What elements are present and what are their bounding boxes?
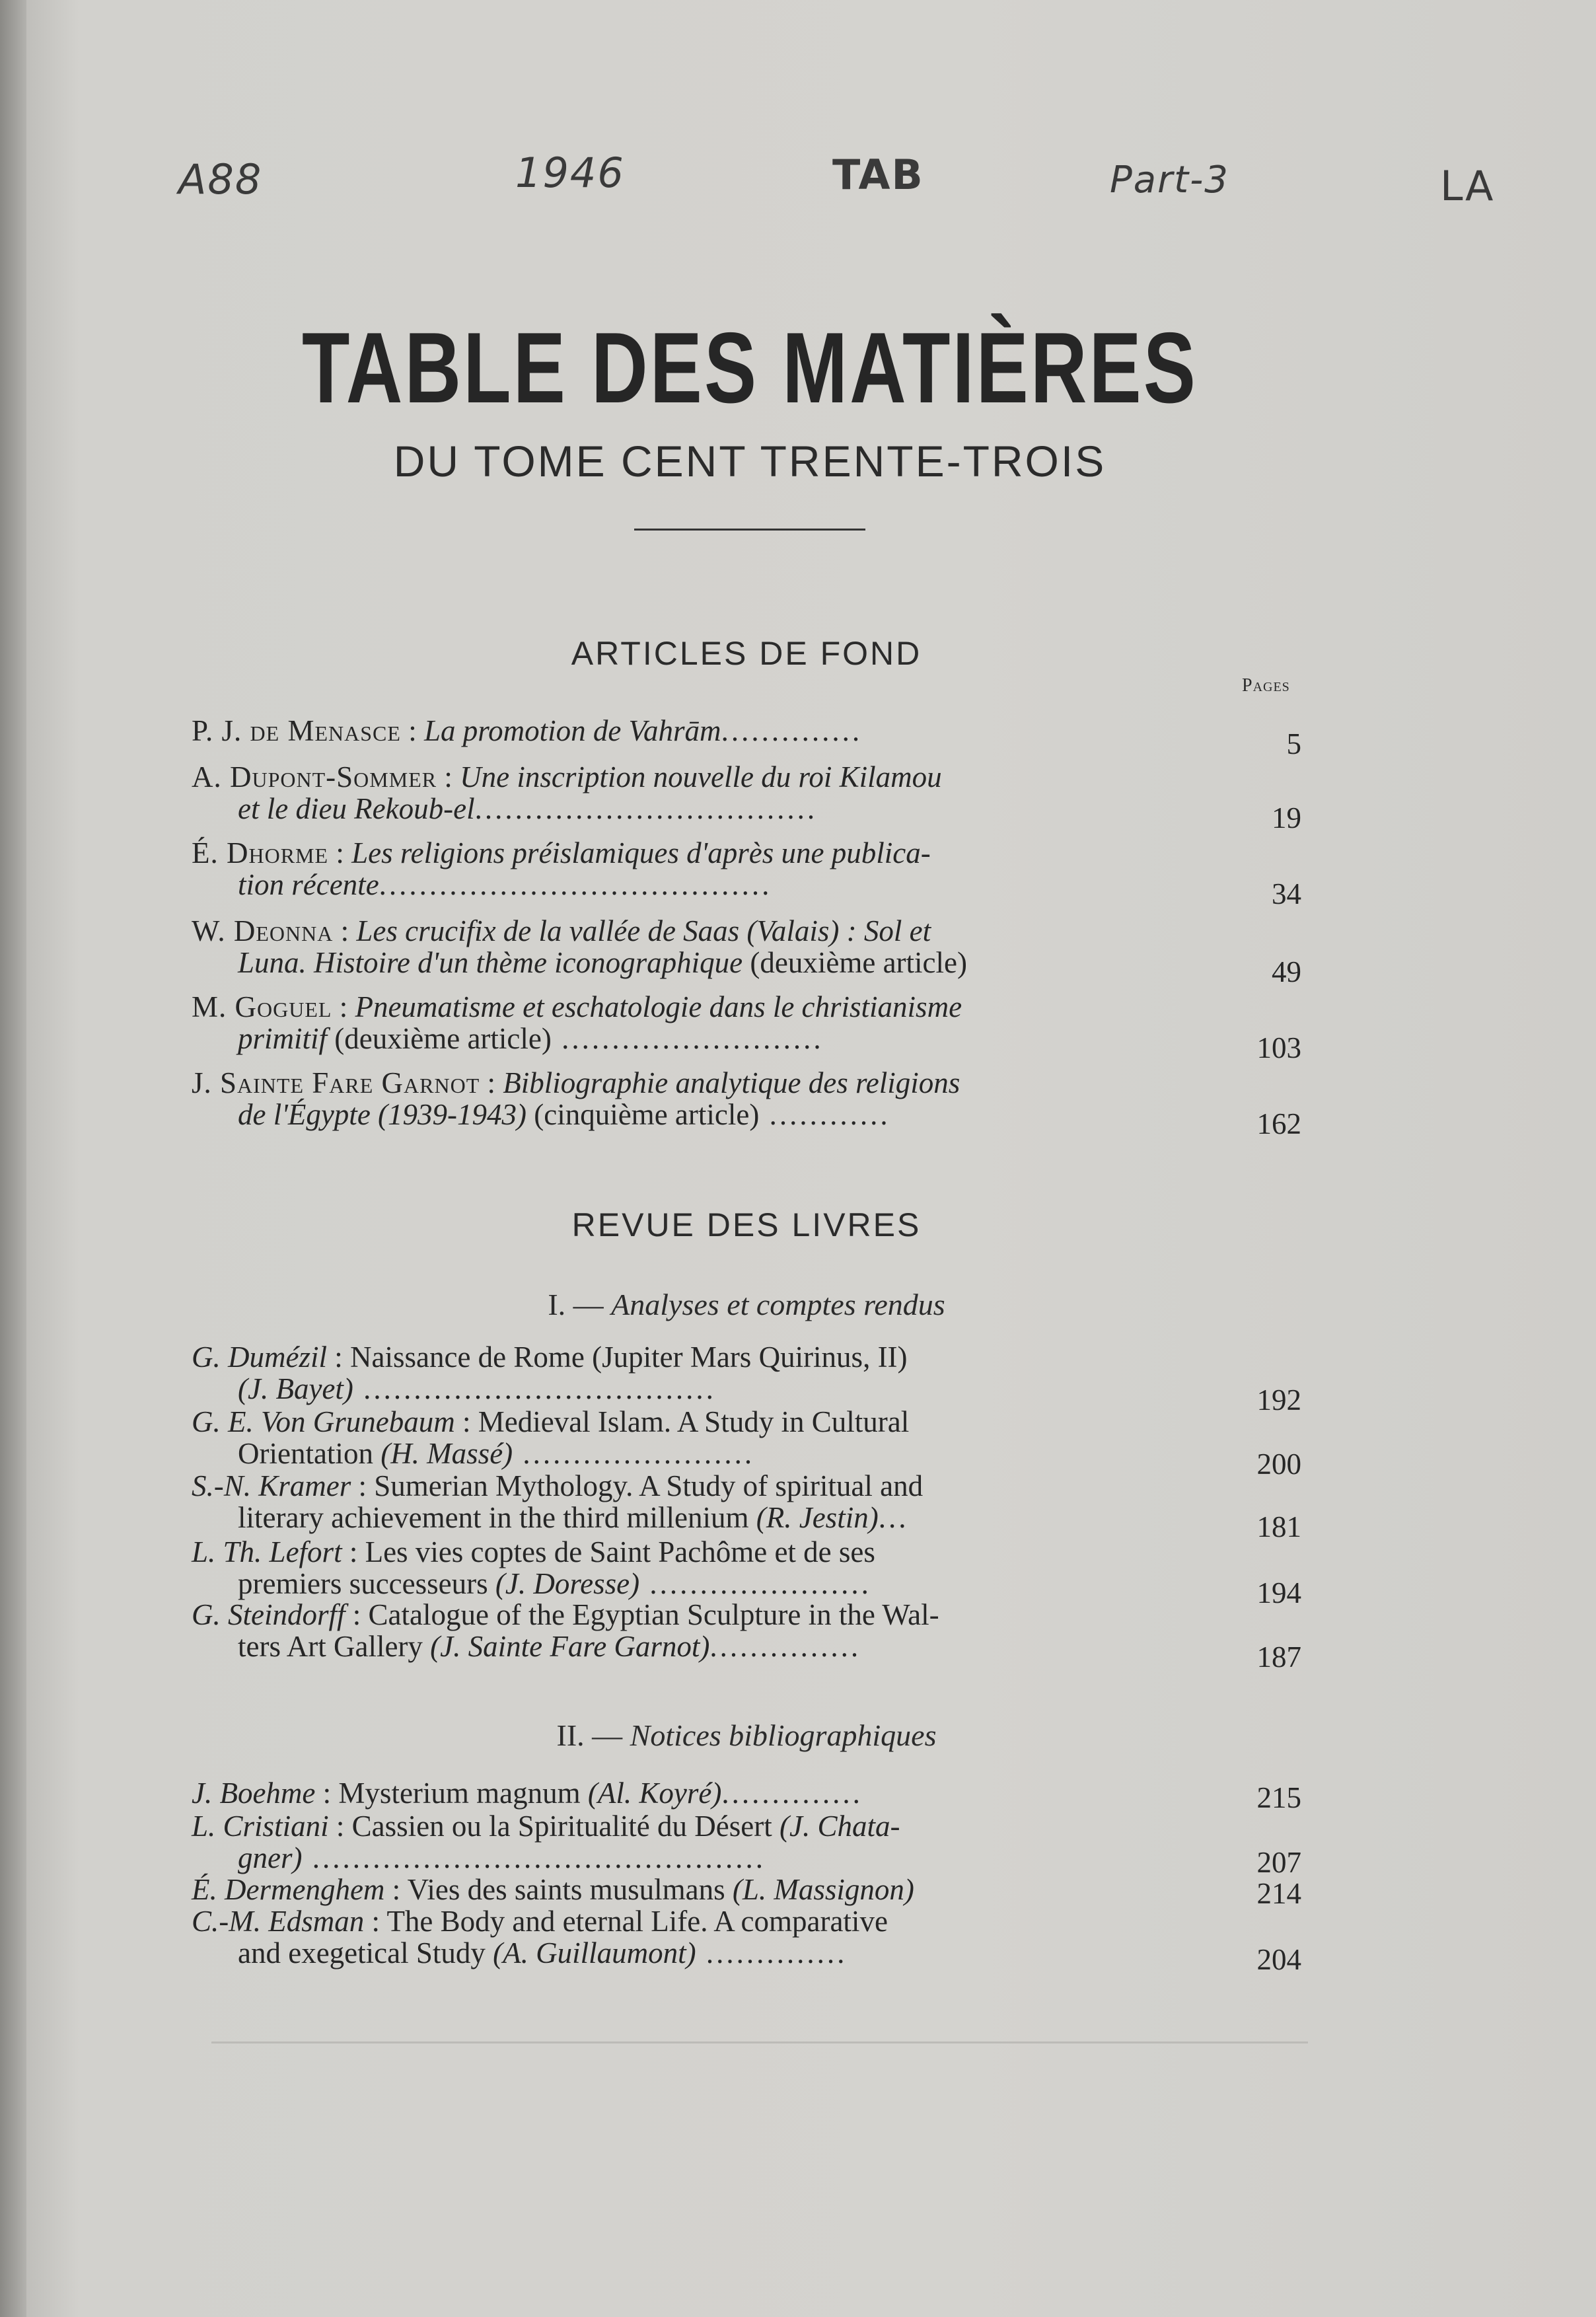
bleed-through-rule xyxy=(211,2041,1308,2043)
review-entry: G. E. Von Grunebaum : Medieval Islam. A Study in Cultural Orientation (H. Massé) ....................... xyxy=(192,1405,910,1470)
article-entry: M. Goguel : Pneumatisme et eschatologie dans le christianisme primitif (deuxième article) .......................... xyxy=(192,990,962,1055)
article-title: Une inscription nouvelle du roi Kilamou xyxy=(460,760,942,793)
review-work: Vies des saints musulmans xyxy=(407,1873,725,1906)
review-work: Cassien ou la Spiritualité du Désert xyxy=(351,1810,772,1843)
page-number: 194 xyxy=(1256,1576,1301,1609)
notice-entry: É. Dermenghem : Vies des saints musulmans (L. Massignon) xyxy=(192,1873,914,1906)
article-author: W. Deonna xyxy=(192,914,334,947)
article-entry: A. Dupont-Sommer : Une inscription nouvelle du roi Kilamou et le dieu Rekoub-el.................................. xyxy=(192,760,942,825)
reviewer: (R. Jestin) xyxy=(748,1501,879,1534)
pages-column-label: Pages xyxy=(1242,675,1290,696)
article-author: P. J. de Menasce xyxy=(192,714,401,747)
handwritten-mark-2: 1946 xyxy=(515,149,625,197)
article-author: J. Sainte Fare Garnot xyxy=(192,1066,480,1099)
page-number: 34 xyxy=(1272,877,1301,910)
review-work: The Body and eternal Life. A comparative xyxy=(386,1905,888,1938)
reviewer: (J. Bayet) xyxy=(238,1372,353,1405)
page-title: TABLE DES MATIÈRES xyxy=(302,312,1198,424)
handwritten-mark-5: LA xyxy=(1440,162,1495,210)
handwritten-mark-4: Part-3 xyxy=(1110,159,1229,202)
notice-entry: J. Boehme : Mysterium magnum (Al. Koyré).............. xyxy=(192,1777,863,1810)
review-work: Mysterium magnum xyxy=(338,1777,581,1810)
review-work: Medieval Islam. A Study in Cultural xyxy=(478,1405,910,1438)
page-spine-shadow xyxy=(0,0,26,2317)
review-author: J. Boehme xyxy=(192,1777,316,1810)
notice-entry: L. Cristiani : Cassien ou la Spiritualité du Désert (J. Chata- gner) ............................................. xyxy=(192,1810,900,1874)
page-number: 187 xyxy=(1256,1640,1301,1673)
section-heading-articles: ARTICLES DE FOND xyxy=(571,635,922,672)
review-entry: L. Th. Lefort : Les vies coptes de Saint Pachôme et de ses premiers successeurs (J. Doresse) ...................... xyxy=(192,1535,875,1600)
page-number: 207 xyxy=(1256,1846,1301,1879)
page-number: 200 xyxy=(1256,1448,1301,1481)
review-entry: G. Steindorff : Catalogue of the Egyptian Sculpture in the Wal- ters Art Gallery (J. Sainte Fare Garnot)............... xyxy=(192,1598,939,1663)
page-number: 215 xyxy=(1256,1781,1301,1814)
page-number: 181 xyxy=(1256,1510,1301,1543)
article-title: Les crucifix de la vallée de Saas (Valais) : Sol et xyxy=(356,914,931,947)
article-entry: É. Dhorme : Les religions préislamiques d'après une publica- tion récente....................................... xyxy=(192,836,931,901)
review-author: L. Cristiani xyxy=(192,1810,329,1843)
review-author: G. Dumézil xyxy=(192,1341,327,1374)
review-author: G. E. Von Grunebaum xyxy=(192,1405,455,1438)
article-title: Pneumatisme et eschatologie dans le christianisme xyxy=(355,990,962,1023)
page-number: 49 xyxy=(1272,955,1301,988)
article-entry: P. J. de Menasce : La promotion de Vahrām.............. xyxy=(192,714,863,747)
page-number: 204 xyxy=(1256,1943,1301,1976)
article-author: A. Dupont-Sommer xyxy=(192,760,437,793)
page-subtitle: DU TOME CENT TRENTE-TROIS xyxy=(393,437,1106,486)
reviewer: (Al. Koyré) xyxy=(580,1777,722,1810)
page-number: 192 xyxy=(1256,1383,1301,1416)
subsection-heading-analyses: I. — Analyses et comptes rendus xyxy=(548,1288,945,1321)
article-author: É. Dhorme xyxy=(192,836,329,869)
reviewer: (J. Doresse) xyxy=(488,1567,640,1600)
reviewer: (L. Massignon) xyxy=(725,1873,914,1906)
review-entry: S.-N. Kramer : Sumerian Mythology. A Study of spiritual and literary achievement in the third millenium (R. Jestin)... xyxy=(192,1469,924,1534)
section-heading-reviews: REVUE DES LIVRES xyxy=(571,1206,922,1243)
title-rule xyxy=(634,529,865,531)
article-author: M. Goguel xyxy=(192,990,332,1023)
handwritten-mark-3: TAB xyxy=(832,151,924,199)
reviewer: (A. Guillaumont) xyxy=(485,1936,696,1969)
subsection-heading-notices: II. — Notices bibliographiques xyxy=(556,1718,937,1752)
review-work: Sumerian Mythology. A Study of spiritual and xyxy=(374,1469,924,1502)
reviewer: (J. Chata- xyxy=(772,1810,900,1843)
notice-entry: C.-M. Edsman : The Body and eternal Life. A comparative and exegetical Study (A. Guillaumont) .............. xyxy=(192,1905,888,1969)
page-number: 19 xyxy=(1272,801,1301,834)
article-title: Les religions préislamiques d'après une publica- xyxy=(351,836,931,869)
review-author: C.-M. Edsman xyxy=(192,1905,365,1938)
review-author: S.-N. Kramer xyxy=(192,1469,351,1502)
review-work: Catalogue of the Egyptian Sculpture in the Wal- xyxy=(368,1598,939,1631)
page-number: 103 xyxy=(1256,1031,1301,1064)
page-number: 214 xyxy=(1256,1877,1301,1910)
review-author: É. Dermenghem xyxy=(192,1873,385,1906)
reviewer: (H. Massé) xyxy=(373,1437,513,1470)
review-work: Naissance de Rome (Jupiter Mars Quirinus, II) xyxy=(350,1341,908,1374)
review-author: L. Th. Lefort xyxy=(192,1535,342,1568)
review-entry: G. Dumézil : Naissance de Rome (Jupiter Mars Quirinus, II) (J. Bayet) ................................... xyxy=(192,1341,908,1405)
page-number: 5 xyxy=(1286,727,1301,760)
handwritten-mark-1: A88 xyxy=(178,155,263,203)
article-title: La promotion de Vahrām xyxy=(423,714,721,747)
article-entry: W. Deonna : Les crucifix de la vallée de Saas (Valais) : Sol et Luna. Histoire d'un thème iconographique (deuxième article) xyxy=(192,914,967,979)
reviewer: (J. Sainte Fare Garnot) xyxy=(422,1630,710,1663)
review-author: G. Steindorff xyxy=(192,1598,345,1631)
page-number: 162 xyxy=(1256,1107,1301,1140)
article-entry: J. Sainte Fare Garnot : Bibliographie analytique des religions de l'Égypte (1939-1943) (cinquième article) ............ xyxy=(192,1066,961,1131)
article-title: Bibliographie analytique des religions xyxy=(503,1066,961,1099)
review-work: Les vies coptes de Saint Pachôme et de ses xyxy=(365,1535,875,1568)
